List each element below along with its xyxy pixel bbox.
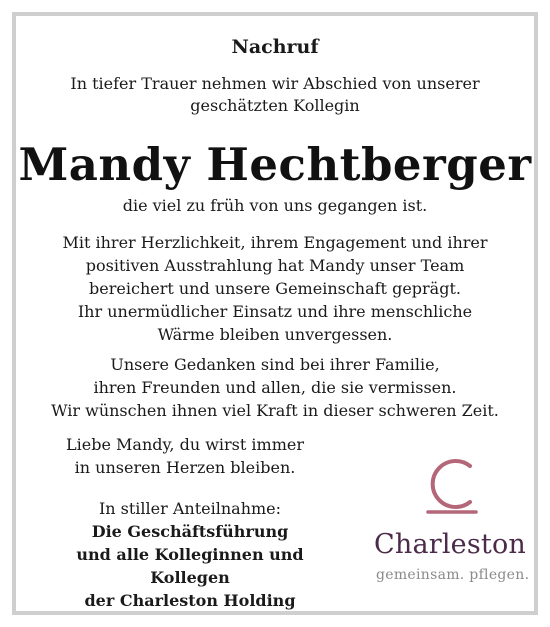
charleston-c-logo-icon — [424, 455, 480, 521]
tribute-paragraph — [0, 231, 550, 346]
signature-line: und alle Kolleginnen und Kollegen — [76, 545, 304, 587]
logo-tagline: gemeinsam. pflegen. — [376, 567, 530, 583]
tribute-line: bereichert und unsere Gemeinschaft geprägt. — [89, 279, 461, 298]
notice-heading: Nachruf — [231, 36, 319, 58]
signature-line: Die Geschäftsführung — [91, 522, 289, 541]
tribute-line: Ihr unermüdlicher Einsatz und ihre menschliche — [77, 302, 473, 321]
condolence-line: Wir wünschen ihnen viel Kraft in dieser schweren Zeit. — [51, 401, 499, 420]
farewell-line: in unseren Herzen bleiben. — [74, 458, 296, 477]
tribute-line: positiven Ausstrahlung hat Mandy unser Team — [85, 256, 465, 275]
tribute-line: Mit ihrer Herzlichkeit, ihrem Engagement und ihrer — [62, 233, 488, 252]
condolence-paragraph — [0, 353, 550, 422]
charleston-logo — [372, 455, 532, 595]
deceased-name: Mandy Hechtberger — [18, 138, 532, 191]
signature-intro: In stiller Anteilnahme: — [98, 499, 282, 518]
condolence-line: Unsere Gedanken sind bei ihrer Familie, — [110, 355, 440, 374]
tribute-line: Wärme bleiben unvergessen. — [157, 325, 393, 344]
intro-line: geschätzten Kollegin — [190, 96, 360, 115]
farewell-paragraph — [40, 433, 330, 479]
subline-text: die viel zu früh von uns gegangen ist. — [122, 196, 428, 215]
intro-line: In tiefer Trauer nehmen wir Abschied von unserer — [70, 74, 480, 93]
farewell-line: Liebe Mandy, du wirst immer — [66, 435, 304, 454]
signature-line: der Charleston Holding — [84, 591, 296, 610]
condolence-line: ihren Freunden und allen, die sie vermissen. — [93, 378, 457, 397]
logo-wordmark: Charleston — [374, 529, 527, 560]
intro-text — [0, 73, 550, 117]
signature-block — [40, 497, 340, 612]
